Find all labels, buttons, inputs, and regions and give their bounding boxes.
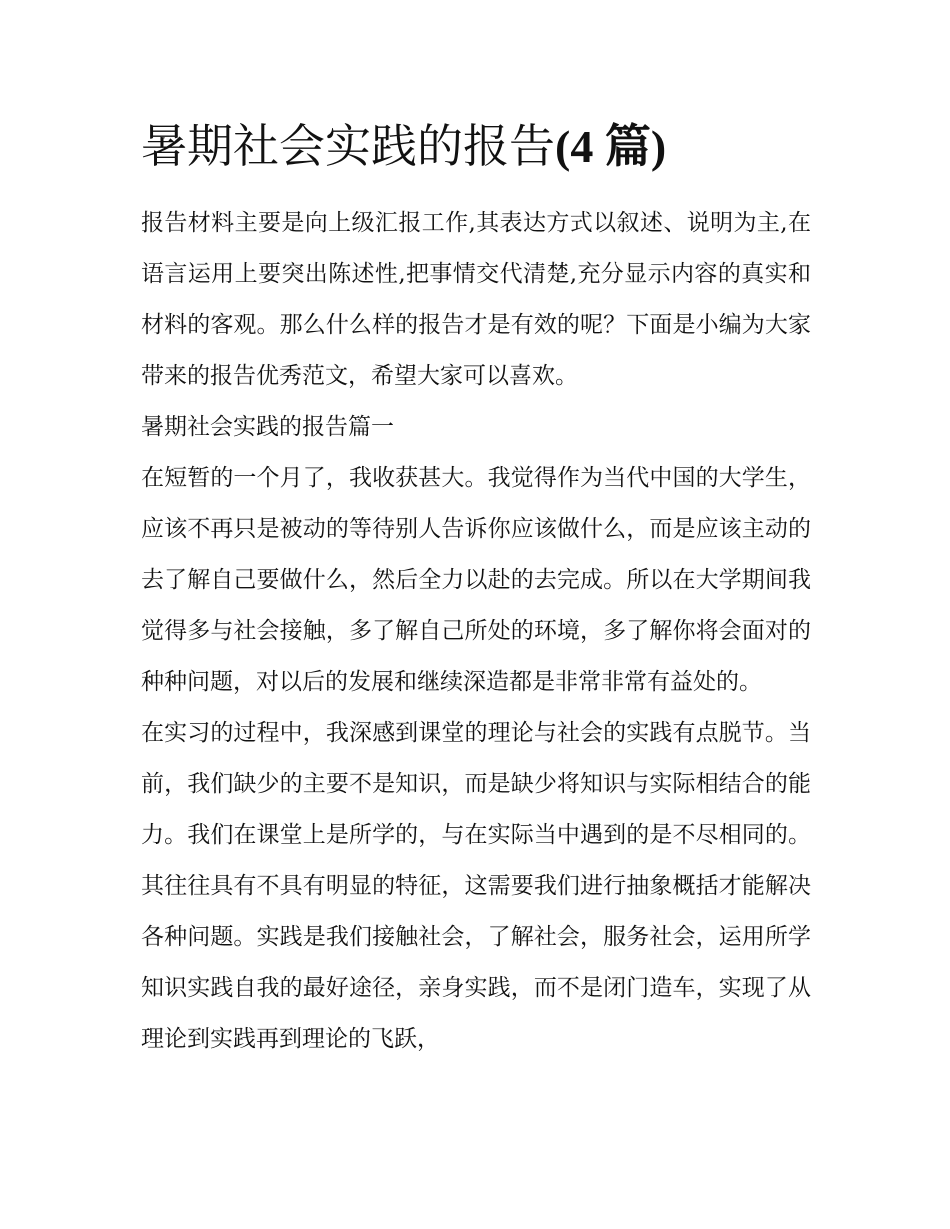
section-heading: 暑期社会实践的报告篇一 — [141, 414, 394, 440]
document-title — [141, 116, 666, 177]
title-suffix: (4 篇) — [555, 121, 667, 172]
document-body — [141, 198, 811, 1065]
body-paragraph: 在短暂的一个月了，我收获甚大。我觉得作为当代中国的大学生，应该不再只是被动的等待别人告诉你应该做什么，而是应该主动的去了解自己要做什么，然后全力以赴的去完成。所以在大学期间我觉得多与社会接触，多了解自己所处的环境，多了解你将会面对的种种问题，对以后的发展和继续深造都是非常非常有益处的。 — [141, 465, 811, 695]
intro-paragraph: 报告材料主要是向上级汇报工作,其表达方式以叙述、说明为主,在语言运用上要突出陈述性,把事情交代清楚,充分显示内容的真实和材料的客观。那么什么样的报告才是有效的呢？下面是小编为大家带来的报告优秀范文，希望大家可以喜欢。 — [141, 210, 811, 389]
title-main: 暑期社会实践的报告 — [141, 119, 555, 173]
body-paragraph: 在实习的过程中，我深感到课堂的理论与社会的实践有点脱节。当前，我们缺少的主要不是知识，而是缺少将知识与实际相结合的能力。我们在课堂上是所学的，与在实际当中遇到的是不尽相同的。其往往具有不具有明显的特征，这需要我们进行抽象概括才能解决各种问题。实践是我们接触社会，了解社会，服务社会，运用所学知识实践自我的最好途径，亲身实践，而不是闭门造车，实现了从理论到实践再到理论的飞跃， — [141, 720, 811, 1052]
